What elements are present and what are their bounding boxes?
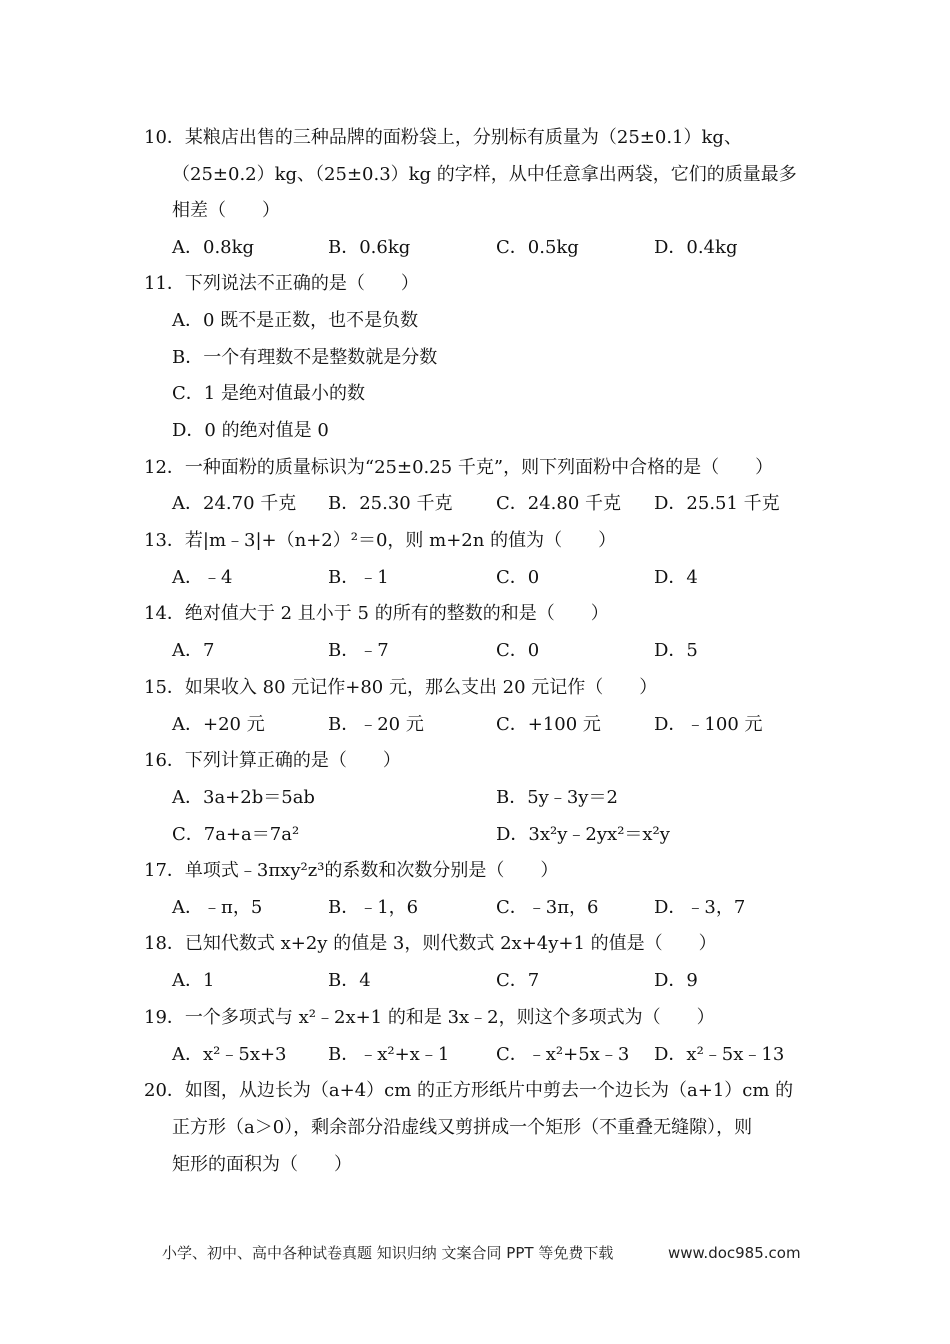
q13-option-c: C．0 — [496, 567, 540, 588]
footer-url[interactable]: www.doc985.com — [668, 1244, 801, 1262]
q17-option-c: C．﹣3π，6 — [496, 897, 599, 918]
question-11-stem: 11．下列说法不正确的是（ ） — [144, 273, 419, 294]
question-10-line-1: 10．某粮店出售的三种品牌的面粉袋上，分别标有质量为（25±0.1）kg、 — [144, 127, 742, 148]
q19-option-a: A．x²﹣5x+3 — [172, 1044, 287, 1065]
q18-option-d: D．9 — [654, 970, 698, 991]
q15-option-c: C．+100 元 — [496, 714, 601, 735]
q12-option-c: C．24.80 千克 — [496, 493, 622, 514]
q16-option-c: C．7a+a＝7a² — [172, 824, 300, 845]
q13-option-d: D．4 — [654, 567, 698, 588]
q17-option-d: D．﹣3，7 — [654, 897, 746, 918]
q19-option-d: D．x²﹣5x﹣13 — [654, 1044, 785, 1065]
q15-option-d: D．﹣100 元 — [654, 714, 763, 735]
q15-option-b: B．﹣20 元 — [328, 714, 424, 735]
q12-option-a: A．24.70 千克 — [172, 493, 297, 514]
question-10-line-2: （25±0.2）kg、（25±0.3）kg 的字样，从中任意拿出两袋，它们的质量最多 — [172, 164, 797, 185]
question-19-stem: 19．一个多项式与 x²﹣2x+1 的和是 3x﹣2，则这个多项式为（ ） — [144, 1007, 715, 1028]
question-20-line-1: 20．如图，从边长为（a+4）cm 的正方形纸片中剪去一个边长为（a+1）cm 的 — [144, 1080, 794, 1101]
q15-option-a: A．+20 元 — [172, 714, 265, 735]
q17-option-b: B．﹣1，6 — [328, 897, 419, 918]
q14-option-b: B．﹣7 — [328, 640, 389, 661]
q16-option-a: A．3a+2b＝5ab — [172, 787, 315, 808]
question-10-line-3: 相差（ ） — [172, 200, 280, 221]
q12-option-b: B．25.30 千克 — [328, 493, 453, 514]
q13-option-a: A．﹣4 — [172, 567, 233, 588]
q14-option-a: A．7 — [172, 640, 215, 661]
q14-option-c: C．0 — [496, 640, 540, 661]
question-12-stem: 12．一种面粉的质量标识为“25±0.25 千克”，则下列面粉中合格的是（ ） — [144, 457, 774, 478]
question-13-stem: 13．若|m﹣3|+（n+2）²＝0，则 m+2n 的值为（ ） — [144, 530, 617, 551]
q10-option-d: D．0.4kg — [654, 237, 738, 258]
q11-option-c: C．1 是绝对值最小的数 — [172, 383, 365, 404]
q11-option-b: B．一个有理数不是整数就是分数 — [172, 347, 438, 368]
q10-option-c: C．0.5kg — [496, 237, 579, 258]
q16-option-b: B．5y﹣3y＝2 — [496, 787, 618, 808]
footer-text: 小学、初中、高中各种试卷真题 知识归纳 文案合同 PPT 等免费下载 — [162, 1244, 614, 1262]
q14-option-d: D．5 — [654, 640, 698, 661]
q11-option-d: D．0 的绝对值是 0 — [172, 420, 329, 441]
q18-option-b: B．4 — [328, 970, 371, 991]
q18-option-c: C．7 — [496, 970, 540, 991]
question-17-stem: 17．单项式﹣3πxy²z³的系数和次数分别是（ ） — [144, 860, 559, 881]
q12-option-d: D．25.51 千克 — [654, 493, 780, 514]
q19-option-c: C．﹣x²+5x﹣3 — [496, 1044, 630, 1065]
question-20-line-2: 正方形（a＞0），剩余部分沿虚线又剪拼成一个矩形（不重叠无缝隙），则 — [172, 1117, 753, 1138]
question-16-stem: 16．下列计算正确的是（ ） — [144, 750, 401, 771]
question-18-stem: 18．已知代数式 x+2y 的值是 3，则代数式 2x+4y+1 的值是（ ） — [144, 933, 717, 954]
q11-option-a: A．0 既不是正数，也不是负数 — [172, 310, 419, 331]
question-14-stem: 14．绝对值大于 2 且小于 5 的所有的整数的和是（ ） — [144, 603, 609, 624]
q16-option-d: D．3x²y﹣2yx²＝x²y — [496, 824, 670, 845]
q17-option-a: A．﹣π，5 — [172, 897, 263, 918]
q10-option-a: A．0.8kg — [172, 237, 255, 258]
question-20-line-3: 矩形的面积为（ ） — [172, 1154, 352, 1175]
question-15-stem: 15．如果收入 80 元记作+80 元，那么支出 20 元记作（ ） — [144, 677, 658, 698]
q19-option-b: B．﹣x²+x﹣1 — [328, 1044, 450, 1065]
q10-option-b: B．0.6kg — [328, 237, 411, 258]
q13-option-b: B．﹣1 — [328, 567, 389, 588]
q18-option-a: A．1 — [172, 970, 215, 991]
